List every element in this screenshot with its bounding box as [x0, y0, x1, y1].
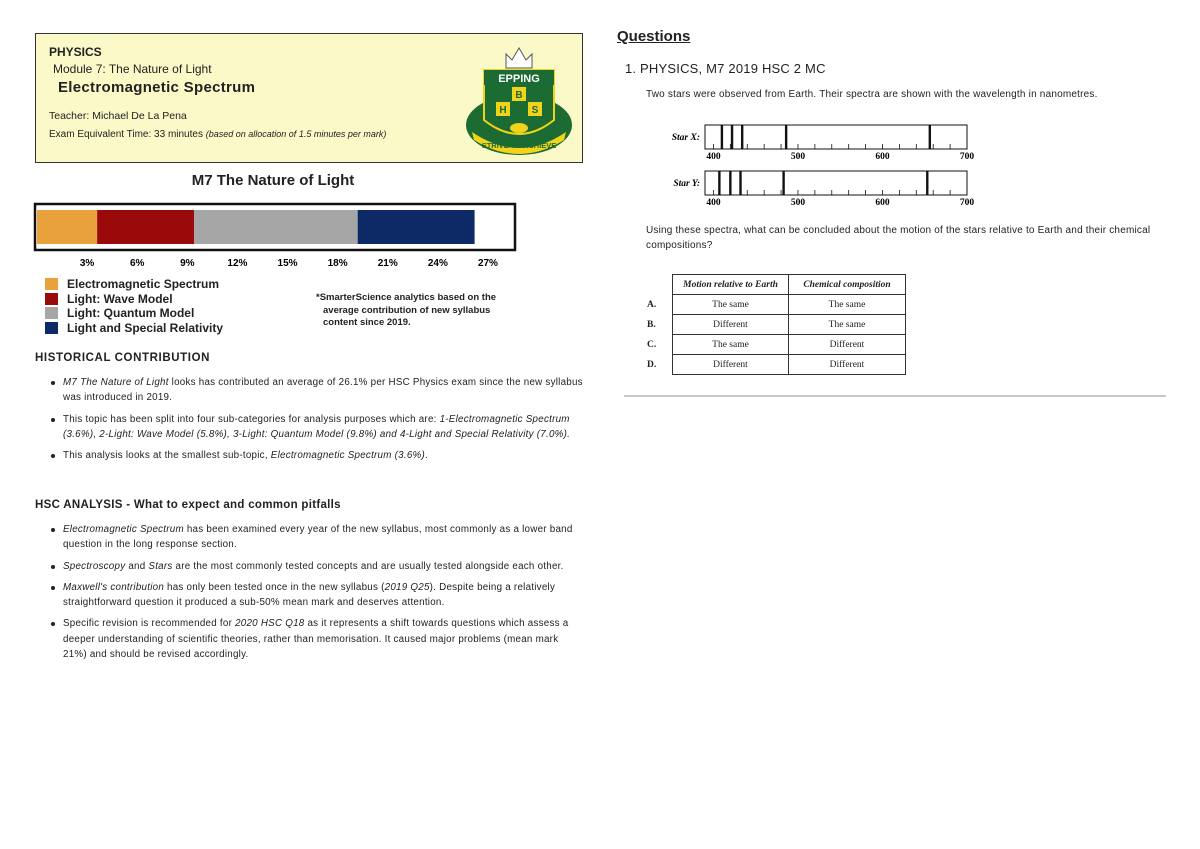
hsc-title-sub: - What to expect and common pitfalls: [122, 499, 341, 511]
star-label: Star X:: [671, 133, 700, 143]
text: Specific revision is recommended for: [63, 618, 236, 630]
list-item: [35, 580, 583, 611]
bar-group: [37, 210, 475, 244]
text: are the most commonly tested concepts and are usually tested alongside each other.: [172, 560, 564, 572]
list-item: [35, 559, 583, 574]
section-divider: [624, 395, 1166, 397]
exam-time-value: 33 minutes: [154, 129, 203, 140]
chart-title: M7 The Nature of Light: [191, 172, 355, 189]
composition-cell: The same: [789, 295, 906, 315]
legend-swatch: [45, 293, 58, 305]
question-1-text: Two stars were observed from Earth. Their spectra are shown with the wavelength in nanometres.: [646, 89, 1098, 100]
x-tick-label: 18%: [327, 258, 348, 269]
exam-time-line: [49, 129, 386, 140]
chart-note: [316, 292, 536, 330]
x-tick-label: 12%: [227, 258, 248, 269]
hsc-analysis-title: [35, 499, 341, 511]
question-1-title: 1. PHYSICS, M7 2019 HSC 2 MC: [625, 61, 826, 76]
wavelength-label: 700: [959, 152, 975, 162]
column-header-composition: Chemical composition: [789, 275, 906, 295]
bar-segment-2: [97, 210, 194, 244]
legend-label: Light: Quantum Model: [67, 306, 195, 321]
list-item: [35, 412, 583, 443]
bar-segment-1: [37, 210, 97, 244]
wavelength-label: 600: [875, 198, 890, 208]
column-header-motion: Motion relative to Earth: [673, 275, 789, 295]
crest-text-3: H: [499, 105, 507, 116]
option-letter[interactable]: C.: [647, 339, 657, 350]
bar-segment-4: [358, 210, 475, 244]
school-crest-logo: [464, 40, 574, 160]
module-label: Module 7: The Nature of Light: [53, 62, 212, 76]
hsc-title-main: HSC ANALYSIS: [35, 499, 123, 511]
text: This topic has been split into four sub-categories for analysis purposes which are:: [63, 413, 440, 425]
text: has only been tested once in the new syllabus (: [164, 581, 385, 593]
text-italic: Maxwell's contribution: [63, 581, 165, 593]
x-tick-label: 21%: [377, 258, 398, 269]
option-letter[interactable]: A.: [647, 299, 657, 310]
star-spectra-figure: [660, 122, 980, 210]
list-item: [35, 375, 583, 406]
text-italic: Electromagnetic Spectrum: [63, 524, 184, 535]
text: .: [425, 450, 428, 462]
motion-cell: Different: [673, 315, 789, 335]
text: ). Despite being a relatively straightforward question it produced a sub-50% mean mark and deserves attention.: [63, 581, 556, 609]
exam-time-note: (based on allocation of 1.5 minutes per mark): [205, 129, 387, 139]
spectrum-box: [705, 125, 967, 149]
chart-note-line: content since 2019.: [323, 317, 411, 328]
x-tick-label: 27%: [477, 258, 498, 269]
crest-motto: STRIVE TO ACHIEVE: [481, 141, 557, 150]
text-italic: 1-Electromagnetic Spectrum (3.6%), 2-Light: Wave Model (5.8%), 3-Light: Quantum Model (9.8%) and 4-Light and Special Relativity (7.0%).: [63, 413, 571, 440]
legend-label: Electromagnetic Spectrum: [67, 277, 220, 292]
legend-item: [45, 292, 223, 307]
motion-cell: The same: [673, 335, 789, 355]
list-item: [35, 448, 583, 463]
option-letter[interactable]: D.: [647, 359, 657, 370]
spectra-group: [672, 125, 975, 208]
legend-label: Light and Special Relativity: [67, 320, 224, 335]
x-tick-label: 9%: [180, 258, 195, 269]
chart-note-line: *SmarterScience analytics based on the: [316, 292, 497, 303]
text-italic: M7 The Nature of Light: [63, 377, 169, 388]
stacked-bar-chart: [30, 200, 530, 272]
crest-text-2: B: [515, 90, 523, 101]
list-item: [35, 616, 583, 662]
header-box: [35, 33, 583, 163]
crest-text-4: S: [531, 105, 539, 116]
star-label: Star Y:: [673, 179, 700, 189]
table-row[interactable]: [646, 315, 906, 335]
motion-cell: Different: [673, 355, 789, 375]
table-header-row: [646, 275, 906, 295]
topic-title: Electromagnetic Spectrum: [58, 79, 256, 96]
motion-cell: The same: [673, 295, 789, 315]
legend-item: [45, 321, 223, 336]
teacher-name: Michael De La Pena: [92, 110, 187, 122]
table-row[interactable]: [646, 295, 906, 315]
wavelength-label: 400: [706, 152, 721, 162]
chart-note-line: average contribution of new syllabus: [323, 304, 491, 316]
x-tick-label: 15%: [277, 258, 298, 269]
x-tick-label: 24%: [427, 258, 448, 269]
text-italic: Spectroscopy: [63, 560, 126, 572]
option-header: [646, 275, 673, 295]
historical-title: HISTORICAL CONTRIBUTION: [35, 352, 211, 364]
wavelength-label: 400: [706, 198, 721, 208]
text: as it represents a shift towards questions which assess a deeper understanding of scientific theories, rather than memorisation. It caused major problems (mean mark 21%) and should be revised accordingly.: [63, 618, 569, 661]
legend-swatch: [45, 278, 58, 290]
subject-label: PHYSICS: [49, 45, 102, 59]
list-item: [35, 522, 583, 553]
text: has been examined every year of the new syllabus, most commonly as a lower band question in the long response section.: [63, 524, 573, 551]
composition-cell: The same: [789, 315, 906, 335]
chart-legend: [45, 277, 223, 335]
question-1-prompt: Using these spectra, what can be concluded about the motion of the stars relative to Earth and their chemical compositions?: [646, 225, 1151, 251]
legend-item: [45, 306, 223, 321]
text-italic: Stars: [148, 560, 173, 572]
composition-cell: Different: [789, 355, 906, 375]
legend-label: Light: Wave Model: [67, 291, 173, 306]
text-italic: 2020 HSC Q18: [235, 618, 305, 630]
questions-heading: Questions: [617, 28, 691, 45]
table-row[interactable]: [646, 355, 906, 375]
teacher-label: Teacher:: [49, 110, 90, 122]
teacher-line: [49, 110, 187, 122]
text-italic: Electromagnetic Spectrum (3.6%): [270, 450, 425, 462]
composition-cell: Different: [789, 335, 906, 355]
x-tick-label: 6%: [129, 258, 145, 269]
table-row[interactable]: [646, 335, 906, 355]
exam-time-label: Exam Equivalent Time:: [49, 129, 152, 140]
crest-text-1: EPPING: [498, 73, 540, 85]
legend-swatch: [45, 322, 58, 334]
wavelength-label: 600: [875, 152, 890, 162]
wavelength-label: 700: [959, 198, 975, 208]
legend-item: [45, 277, 223, 292]
answer-options-table: [646, 274, 906, 375]
historical-list: [35, 375, 583, 469]
bar-segment-3: [194, 210, 358, 244]
text: This analysis looks at the smallest sub-topic,: [63, 450, 271, 462]
option-letter[interactable]: B.: [647, 319, 656, 330]
hsc-analysis-list: [35, 522, 583, 668]
tick-group: [80, 258, 498, 269]
text: looks has contributed an average of 26.1% per HSC Physics exam since the new syllabus was introduced in 2019.: [63, 377, 583, 404]
legend-swatch: [45, 307, 58, 319]
wavelength-label: 500: [790, 152, 806, 162]
wavelength-label: 500: [790, 198, 806, 208]
x-tick-label: 3%: [79, 258, 95, 269]
text: and: [125, 560, 149, 572]
text-italic: 2019 Q25: [384, 581, 430, 593]
